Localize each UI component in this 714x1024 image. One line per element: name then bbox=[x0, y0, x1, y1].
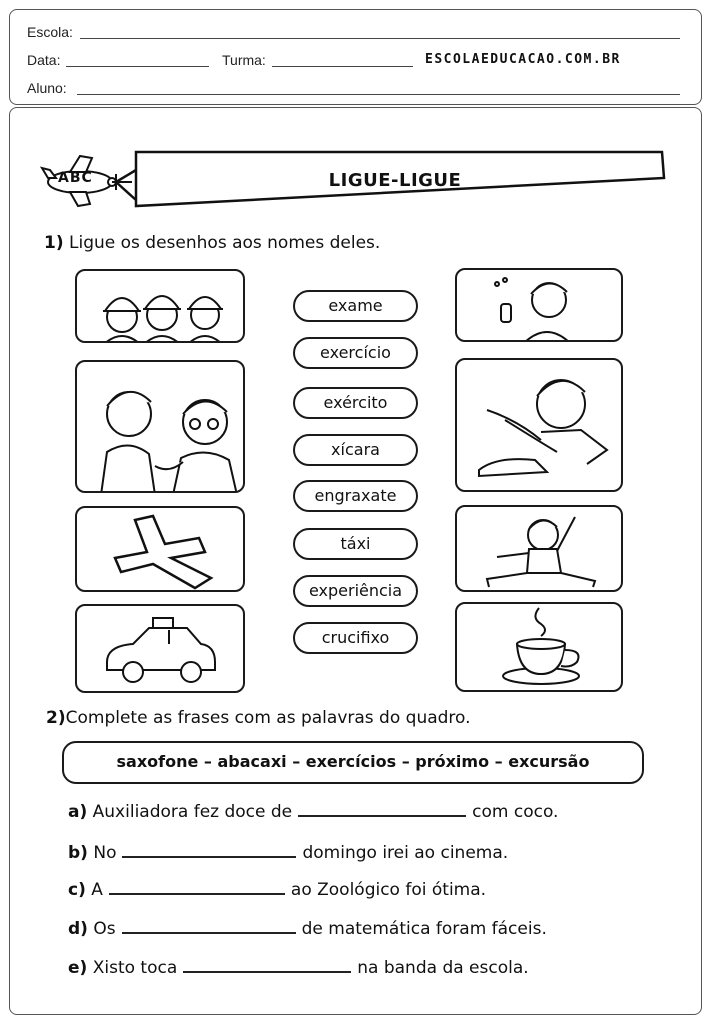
cup-icon bbox=[457, 604, 623, 692]
blank-c[interactable] bbox=[109, 878, 285, 895]
school-field[interactable] bbox=[80, 38, 680, 39]
blank-b[interactable] bbox=[122, 841, 296, 858]
picture-soldiers[interactable] bbox=[75, 269, 245, 343]
class-field[interactable] bbox=[272, 66, 413, 67]
sentence-e: e) Xisto toca na banda da escola. bbox=[68, 958, 529, 978]
sentence-c: c) A ao Zoológico foi ótima. bbox=[68, 880, 487, 900]
date-label: Data: bbox=[27, 52, 61, 68]
taxi-icon bbox=[77, 606, 245, 693]
blank-d[interactable] bbox=[122, 917, 296, 934]
doctor-icon bbox=[77, 362, 245, 493]
picture-boy-exercise[interactable] bbox=[455, 505, 623, 592]
blank-a[interactable] bbox=[298, 800, 466, 817]
site-url: ESCOLAEDUCACAO.COM.BR bbox=[425, 52, 621, 67]
exercise-icon bbox=[457, 507, 623, 592]
date-field[interactable] bbox=[66, 66, 209, 67]
banner-logo-text: ABC bbox=[58, 170, 93, 186]
cross-icon bbox=[77, 508, 245, 592]
picture-cross[interactable] bbox=[75, 506, 245, 592]
shoeshiner-icon bbox=[457, 360, 623, 492]
sentence-b: b) No domingo irei ao cinema. bbox=[68, 843, 509, 863]
word-bank: saxofone – abacaxi – exercícios – próximo – excursão bbox=[62, 741, 644, 784]
blank-e[interactable] bbox=[183, 956, 351, 973]
word-engraxate[interactable]: engraxate bbox=[293, 480, 418, 512]
word-experiencia[interactable]: experiência bbox=[293, 575, 418, 607]
picture-cup[interactable] bbox=[455, 602, 623, 692]
word-exame[interactable]: exame bbox=[293, 290, 418, 322]
student-label: Aluno: bbox=[27, 80, 67, 96]
soldiers-icon bbox=[77, 271, 245, 343]
word-exercicio[interactable]: exercício bbox=[293, 337, 418, 369]
picture-doctor-exam[interactable] bbox=[75, 360, 245, 493]
picture-taxi[interactable] bbox=[75, 604, 245, 693]
word-xicara[interactable]: xícara bbox=[293, 434, 418, 466]
school-label: Escola: bbox=[27, 24, 73, 40]
q1-instruction: 1) Ligue os desenhos aos nomes deles. bbox=[44, 233, 381, 253]
picture-boy-experiment[interactable] bbox=[455, 268, 623, 342]
student-field[interactable] bbox=[77, 94, 680, 95]
sentence-a: a) Auxiliadora fez doce de com coco. bbox=[68, 802, 559, 822]
banner-title: LIGUE-LIGUE bbox=[328, 170, 462, 191]
sentence-d: d) Os de matemática foram fáceis. bbox=[68, 919, 547, 939]
q2-instruction: 2)Complete as frases com as palavras do quadro. bbox=[46, 708, 471, 728]
word-taxi[interactable]: táxi bbox=[293, 528, 418, 560]
word-crucifixo[interactable]: crucifixo bbox=[293, 622, 418, 654]
class-label: Turma: bbox=[222, 52, 266, 68]
experiment-icon bbox=[457, 270, 623, 342]
word-exercito[interactable]: exército bbox=[293, 387, 418, 419]
picture-shoeshiner[interactable] bbox=[455, 358, 623, 492]
